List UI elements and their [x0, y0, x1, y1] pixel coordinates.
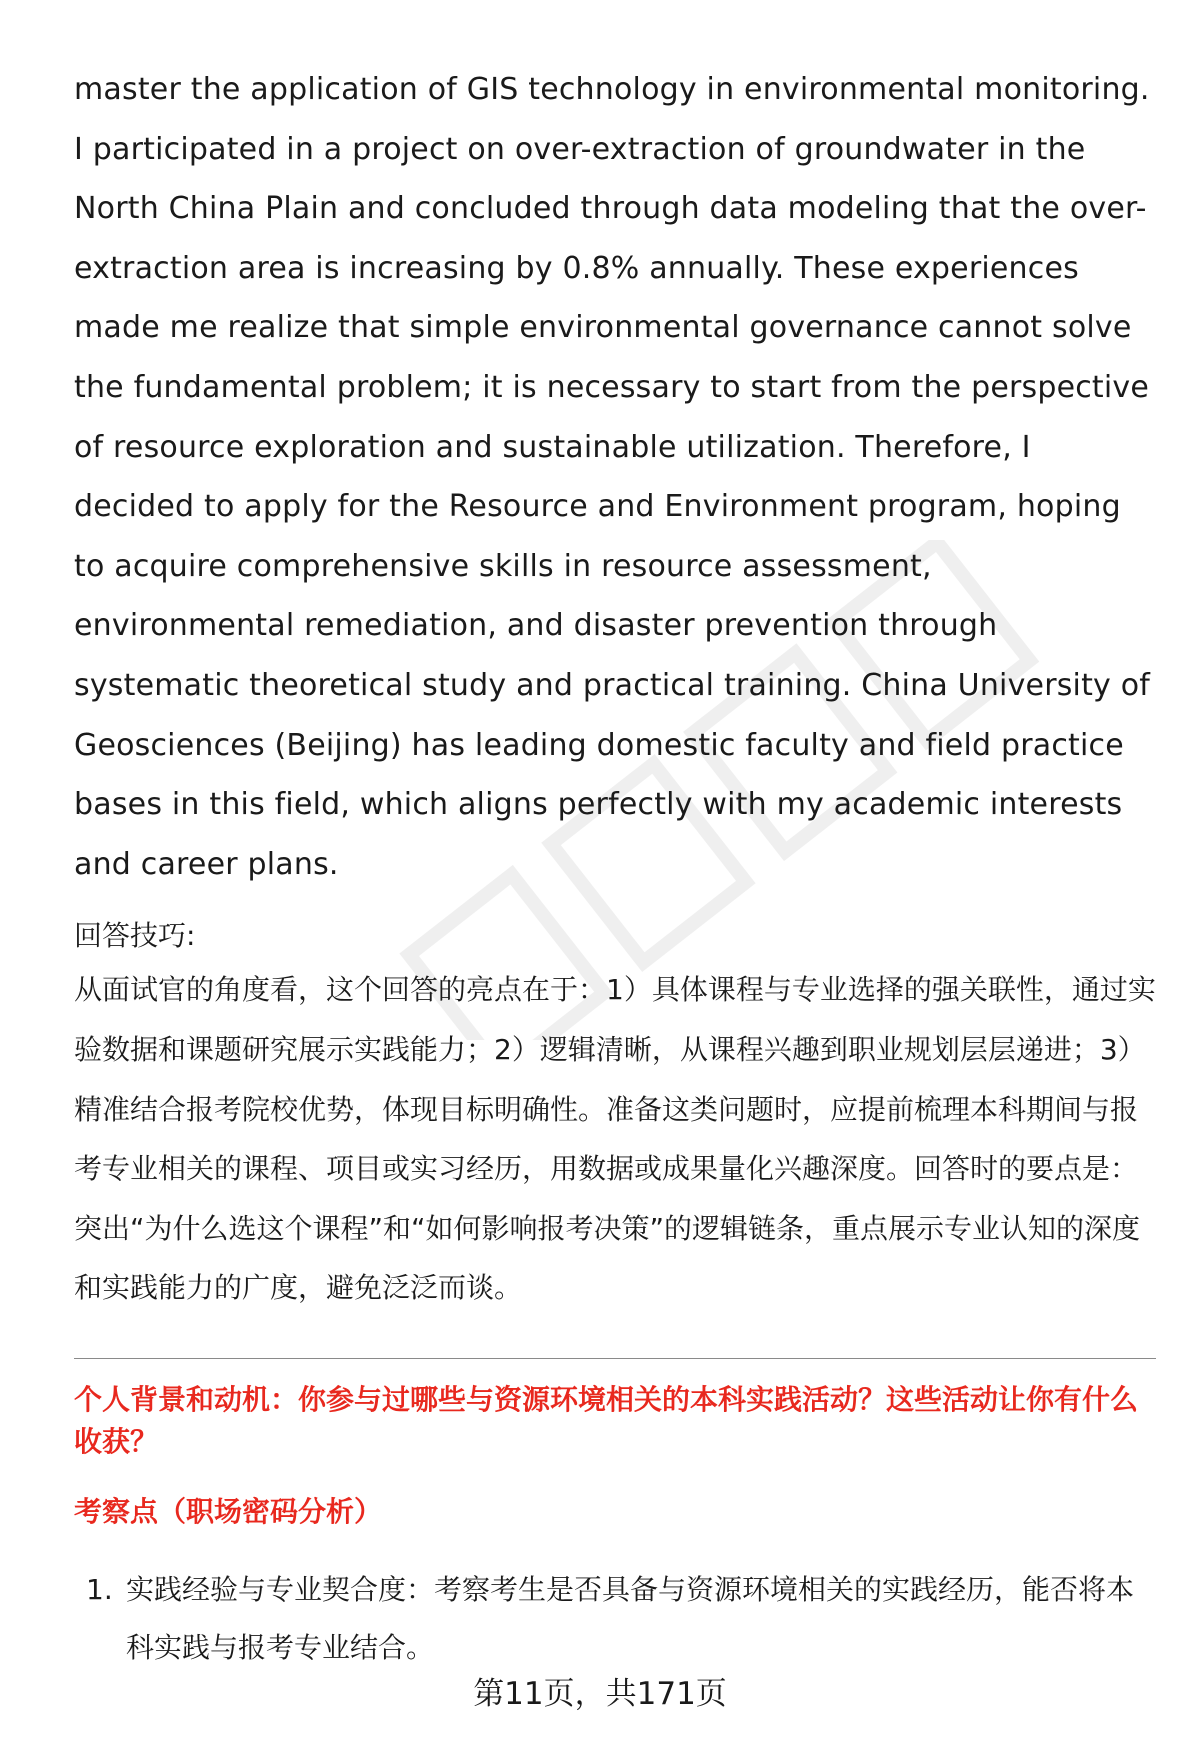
assessment-heading: 考察点（职场密码分析）	[74, 1494, 383, 1528]
tips-paragraph: 从面试官的角度看，这个回答的亮点在于：1）具体课程与专业选择的强关联性，通过实验数据和课题研究展示实践能力；2）逻辑清晰，从课程兴趣到职业规划层层递进；3）精准结合报考院校优势，体现目标明确性。准备这类问题时，应提前梳理本科期间与报考专业相关的课程、项目或实习经历，用数据或成果量化兴趣深度。回答时的要点是：突出“为什么选这个课程”和“如何影响报考决策”的逻辑链条，重点展示专业认知的深度和实践能力的广度，避免泛泛而谈。	[74, 973, 1156, 1305]
list-item-number: 1.	[86, 1572, 113, 1606]
section-divider	[74, 1358, 1156, 1359]
tips-heading: 回答技巧:	[74, 919, 196, 953]
assessment-points-list	[74, 1561, 1156, 1677]
answer-paragraph: master the application of GIS technology in environmental monitoring. I participated in a project on over-extraction of groundwater in the North China Plain and concluded through data modeling that the over-extraction area is increasing by 0.8% annually. These experiences made me realize that simple environmental governance cannot solve the fundamental problem; it is necessary to start from the perspective of resource exploration and sustainable utilization. Therefore, I decided to apply for the Resource and Environment program, hoping to acquire comprehensive skills in resource assessment, environmental remediation, and disaster prevention through systematic theoretical study and practical training. China University of Geosciences (Beijing) has leading domestic faculty and field practice bases in this field, which aligns perfectly with my academic interests and career plans.	[74, 72, 1151, 882]
question-heading: 个人背景和动机：你参与过哪些与资源环境相关的本科实践活动？这些活动让你有什么收获？	[74, 1382, 1139, 1458]
page-number-footer: 第11页，共171页	[473, 1676, 727, 1712]
list-item-text: 实践经验与专业契合度：考察考生是否具备与资源环境相关的实践经历，能否将本科实践与报考专业结合。	[126, 1572, 1135, 1664]
document-page	[74, 60, 1156, 1677]
list-item	[74, 1561, 1156, 1677]
